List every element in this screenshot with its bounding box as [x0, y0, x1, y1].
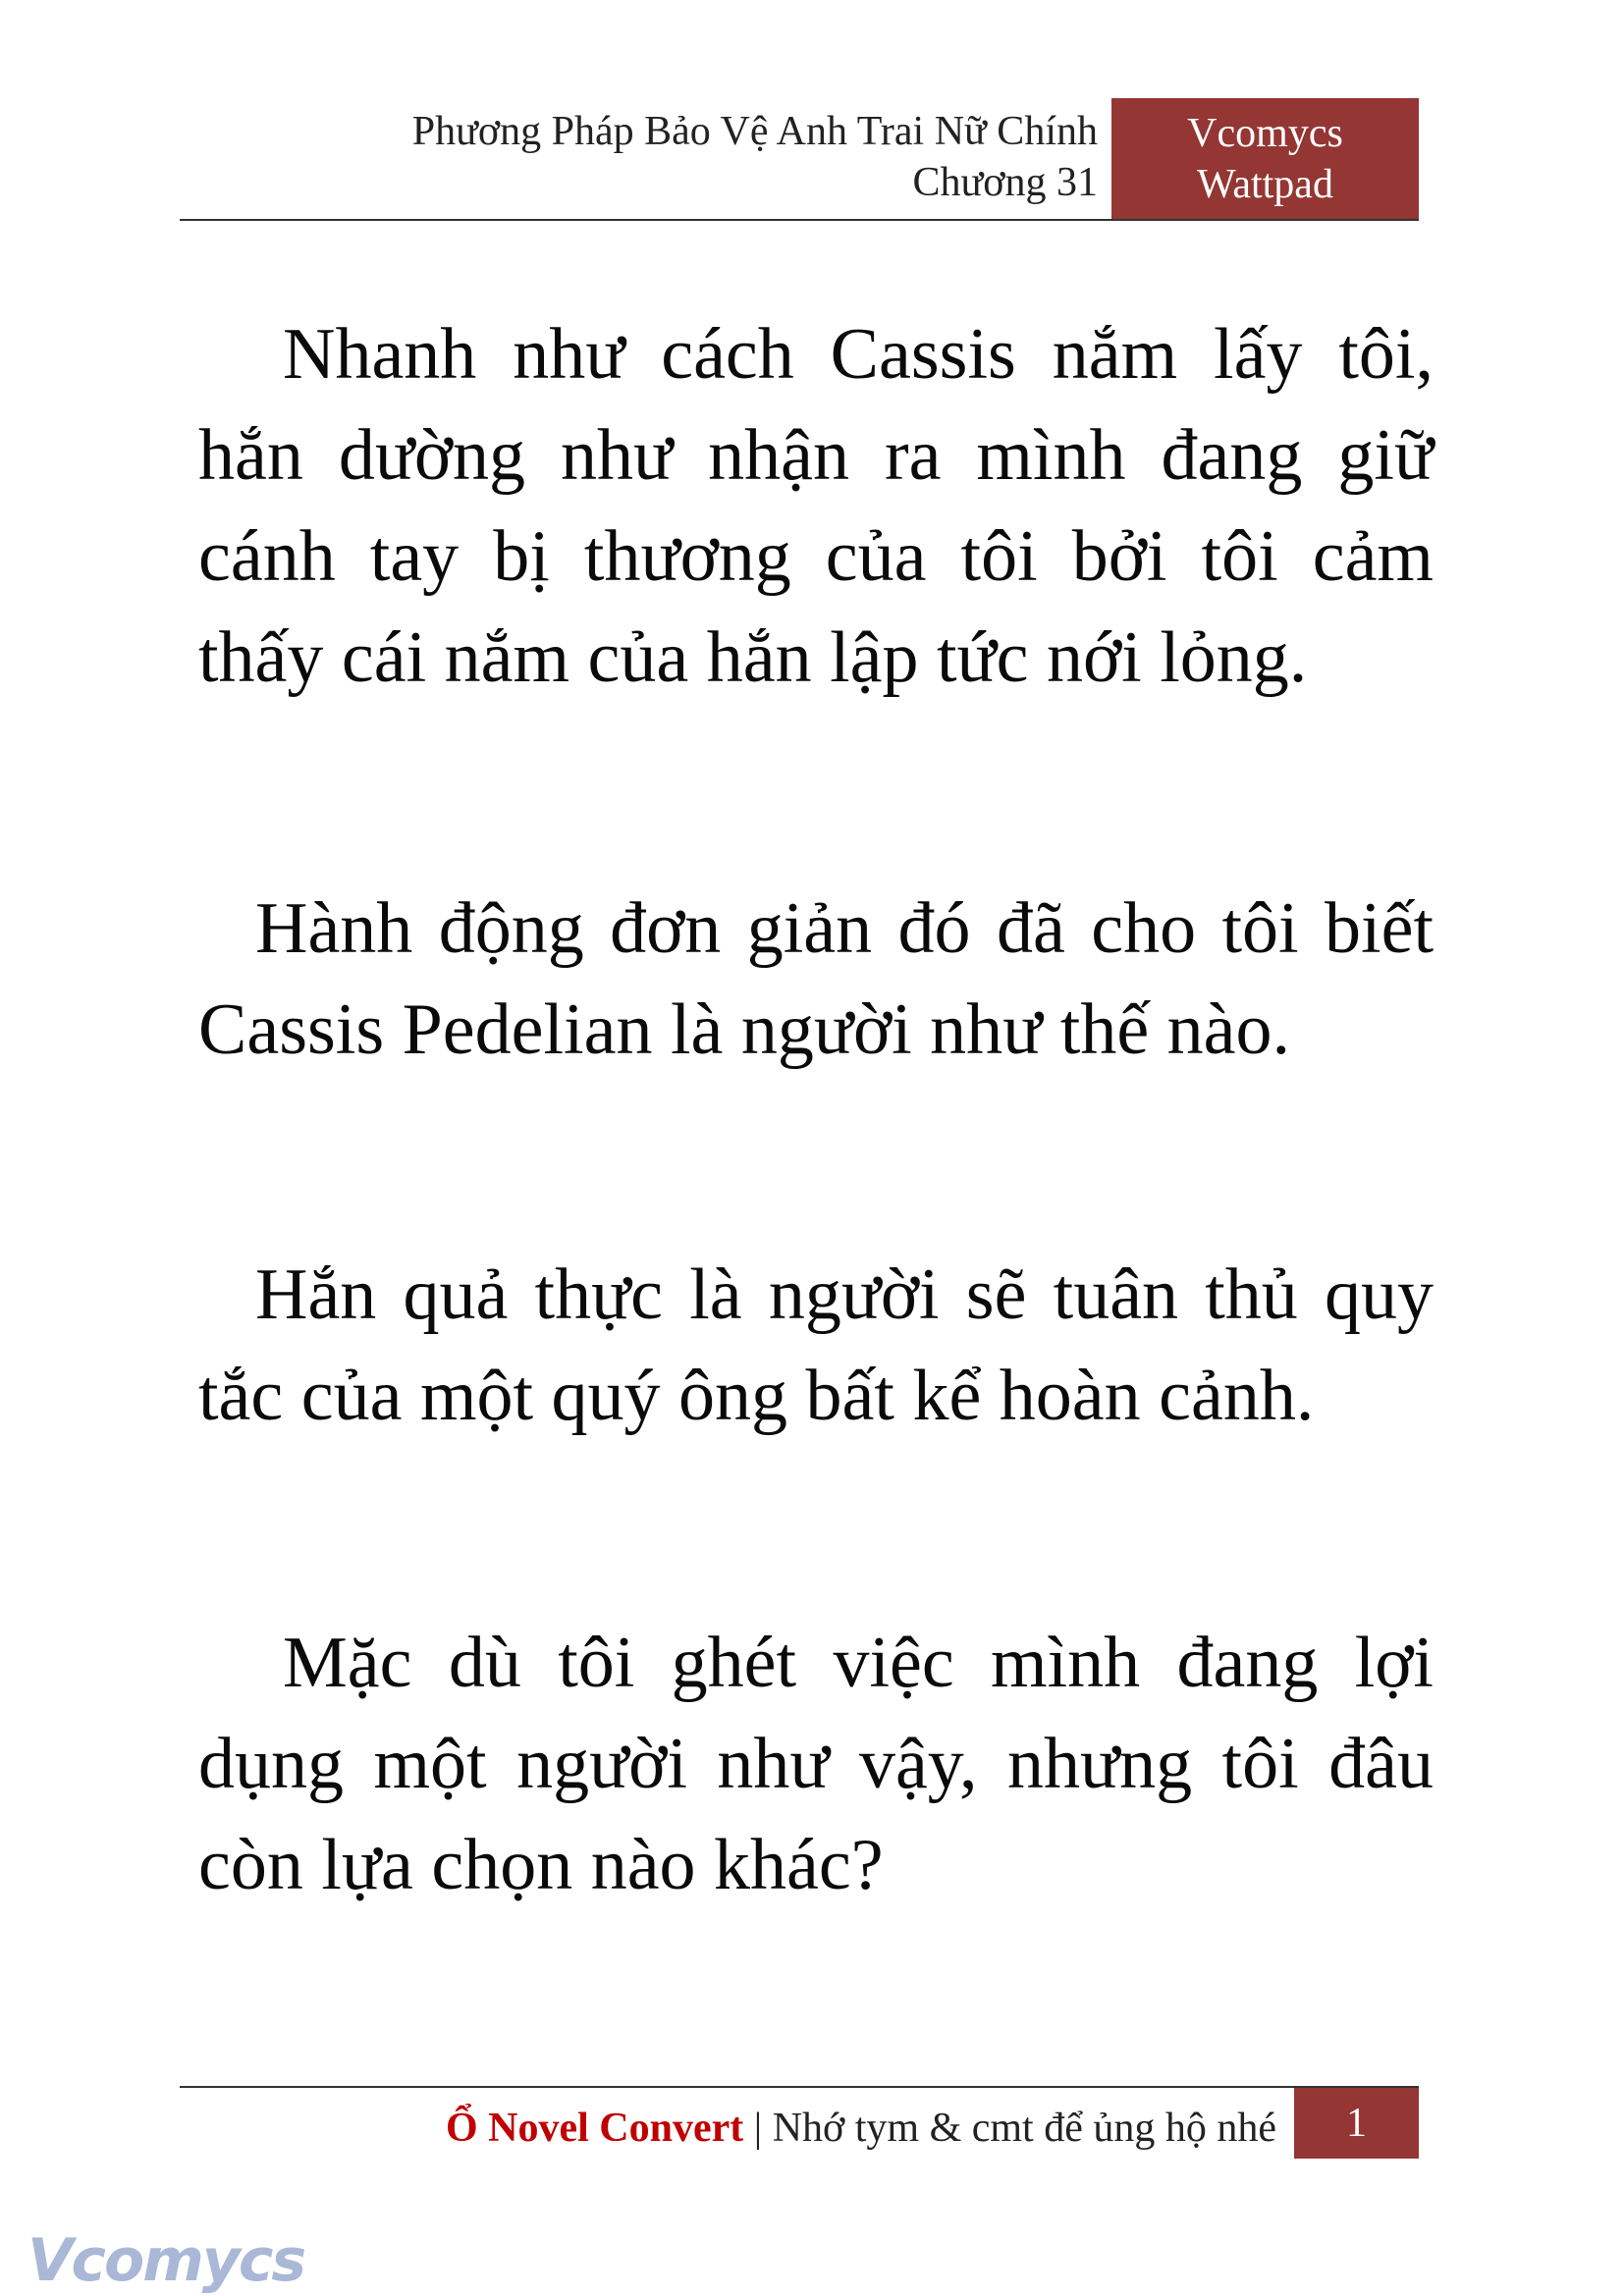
- page-number: 1: [1294, 2088, 1419, 2159]
- paragraph-4: Mặc dù tôi ghét việc mình đang lợi dụng một người như vậy, nhưng tôi đâu còn lựa chọn nào khác?: [198, 1623, 1434, 1905]
- book-title: Phương Pháp Bảo Vệ Anh Trai Nữ Chính: [411, 109, 1098, 154]
- footer-separator: |: [743, 2106, 773, 2151]
- paragraph-1: Nhanh như cách Cassis nắm lấy tôi, hắn dường như nhận ra mình đang giữ cánh tay bị thương của tôi bởi tôi cảm thấy cái nắm của hắn lập tức nới lỏng.: [198, 314, 1434, 698]
- source-badge: [1111, 98, 1419, 219]
- chapter-label: Chương 31: [912, 160, 1098, 205]
- footer-note: Nhớ tym & cmt để ủng hộ nhé: [772, 2106, 1276, 2151]
- header-divider: [180, 219, 1419, 221]
- footer-text: [177, 2101, 1276, 2156]
- footer-brand: Ổ Novel Convert: [445, 2106, 744, 2151]
- paragraph-2: Hành động đơn giản đó đã cho tôi biết Cassis Pedelian là người như thế nào.: [198, 888, 1434, 1070]
- paragraph-3: Hắn quả thực là người sẽ tuân thủ quy tắc của một quý ông bất kể hoàn cảnh.: [198, 1255, 1434, 1436]
- source-line-2: Wattpad: [1197, 162, 1333, 207]
- watermark-logo: Vcomycs: [27, 2226, 305, 2295]
- source-line-1: Vcomycs: [1187, 111, 1343, 156]
- footer-divider: [180, 2086, 1419, 2088]
- header-title: [177, 106, 1098, 208]
